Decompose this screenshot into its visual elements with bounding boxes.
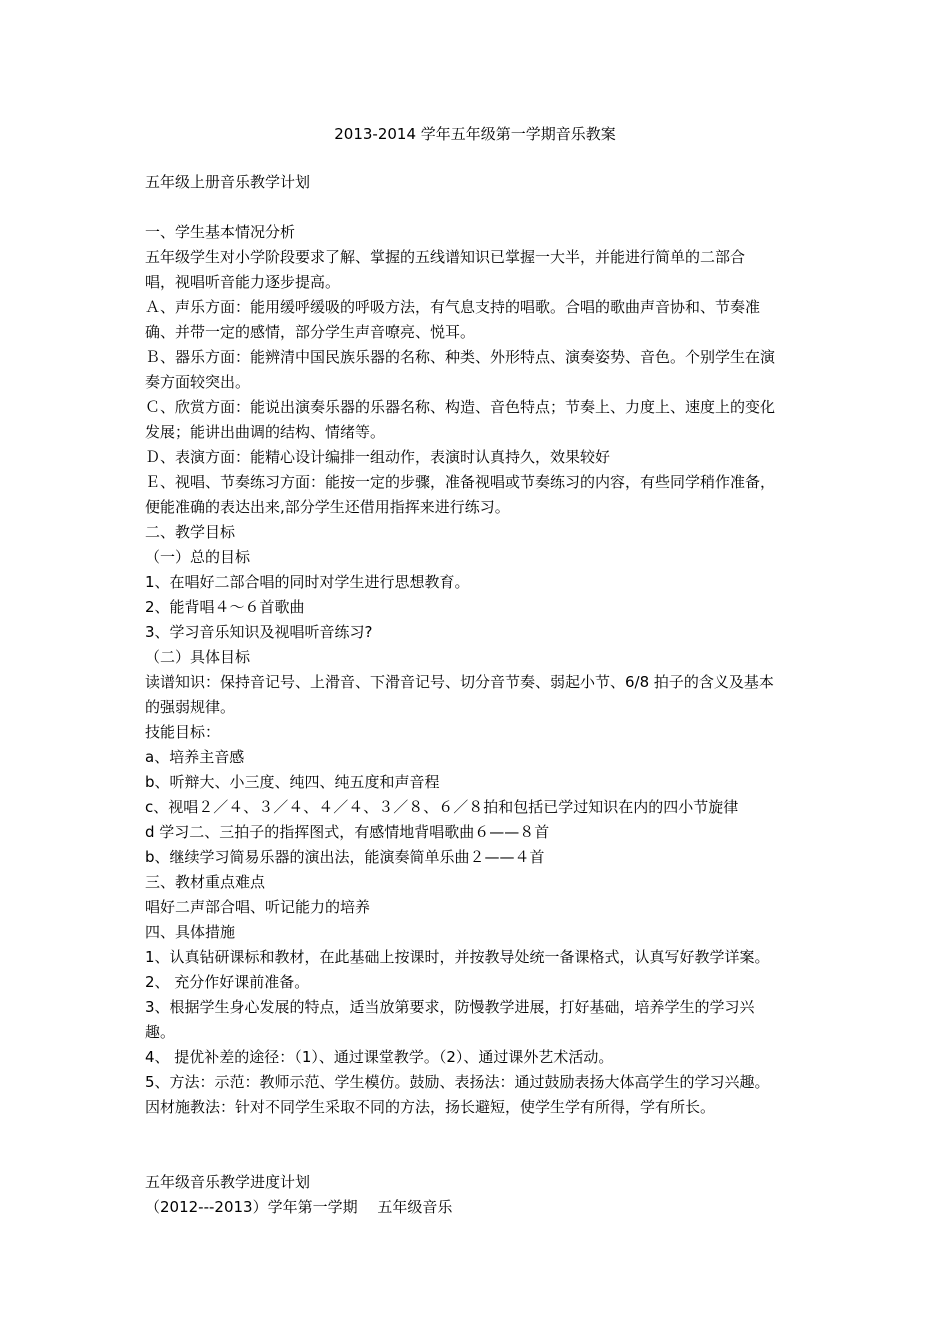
section-heading: 四、具体措施 — [145, 923, 236, 941]
blank-line — [145, 195, 825, 220]
text-line: 因材施教法：针对不同学生采取不同的方法，扬长避短，使学生学有所得，学有所长。 — [145, 1098, 716, 1116]
section-heading: 一、学生基本情况分析 — [145, 223, 296, 241]
list-item: c、视唱２／４、３／４、４／４、３／８、６／８拍和包括已学过知识在内的四小节旋律 — [145, 798, 739, 816]
text-line: 发展；能讲出曲调的结构、情绪等。 — [145, 423, 386, 441]
text-line: 技能目标： — [145, 723, 221, 741]
text-line: 读谱知识：保持音记号、上滑音、下滑音记号、切分音节奏、弱起小节、6/8 拍子的含义及基本 — [145, 673, 774, 691]
list-item: d 学习二、三拍子的指挥图式，有感情地背唱歌曲６——８首 — [145, 823, 550, 841]
section-heading: 二、教学目标 — [145, 523, 236, 541]
section-heading: 三、教材重点难点 — [145, 873, 266, 891]
list-item: b、听辩大、小三度、纯四、纯五度和声音程 — [145, 773, 440, 791]
blank-line — [145, 1120, 825, 1170]
text-line: 五年级学生对小学阶段要求了解、掌握的五线谱知识已掌握一大半，并能进行简单的二部合 — [145, 248, 746, 266]
list-item: 3、根据学生身心发展的特点，适当放第要求，防慢教学进展，打好基础，培养学生的学习兴 — [145, 998, 755, 1016]
subsection-heading: （一）总的目标 — [145, 548, 251, 566]
subsection-heading: （二）具体目标 — [145, 648, 251, 666]
list-item: 2、 充分作好课前准备。 — [145, 973, 310, 991]
text-line: 确、并带一定的感情，部分学生声音嘹亮、悦耳。 — [145, 323, 476, 341]
progress-plan-title: 五年级音乐教学进度计划 — [145, 1173, 311, 1191]
list-item: 1、认真钻研课标和教材，在此基础上按课时，并按教导处统一备课格式，认真写好教学详案。 — [145, 948, 770, 966]
list-item: a、培养主音感 — [145, 748, 245, 766]
document-body — [145, 170, 825, 1220]
text-line: 唱，视唱听音能力逐步提高。 — [145, 273, 341, 291]
document-title: 2013-2014 学年五年级第一学期音乐教案 — [334, 125, 616, 143]
progress-plan-term: （2012---2013）学年第一学期 五年级音乐 — [145, 1198, 453, 1216]
list-item: b、继续学习简易乐器的演出法，能演奏简单乐曲２——４首 — [145, 848, 545, 866]
list-item: 4、 提优补差的途径：（1）、通过课堂教学。（2）、通过课外艺术活动。 — [145, 1048, 614, 1066]
text-line: 便能准确的表达出来,部分学生还借用指挥来进行练习。 — [145, 498, 510, 516]
text-line: Ｅ、视唱、节奏练习方面：能按一定的步骤，准备视唱或节奏练习的内容，有些同学稍作准备， — [145, 473, 776, 491]
list-item: 5、方法：示范：教师示范、学生模仿。鼓励、表扬法：通过鼓励表扬大体高学生的学习兴趣。 — [145, 1073, 770, 1091]
text-line: 的强弱规律。 — [145, 698, 236, 716]
plan-subtitle: 五年级上册音乐教学计划 — [145, 173, 311, 191]
list-item: 1、在唱好二部合唱的同时对学生进行思想教育。 — [145, 573, 470, 591]
text-line: Ａ、声乐方面：能用缓呼缓吸的呼吸方法，有气息支持的唱歌。合唱的歌曲声音协和、节奏准 — [145, 298, 761, 316]
list-item: 2、能背唱４～６首歌曲 — [145, 598, 305, 616]
text-line: Ｂ、器乐方面：能辨清中国民族乐器的名称、种类、外形特点、演奏姿势、音色。个别学生在演 — [145, 348, 776, 366]
list-item: 3、学习音乐知识及视唱听音练习? — [145, 623, 373, 641]
text-line: 奏方面较突出。 — [145, 373, 251, 391]
text-line: Ｃ、欣赏方面：能说出演奏乐器的乐器名称、构造、音色特点；节奏上、力度上、速度上的变化 — [145, 398, 776, 416]
text-line: 唱好二声部合唱、听记能力的培养 — [145, 898, 371, 916]
text-line: 趣。 — [145, 1023, 176, 1041]
text-line: Ｄ、表演方面：能精心设计编排一组动作，表演时认真持久，效果较好 — [145, 448, 611, 466]
